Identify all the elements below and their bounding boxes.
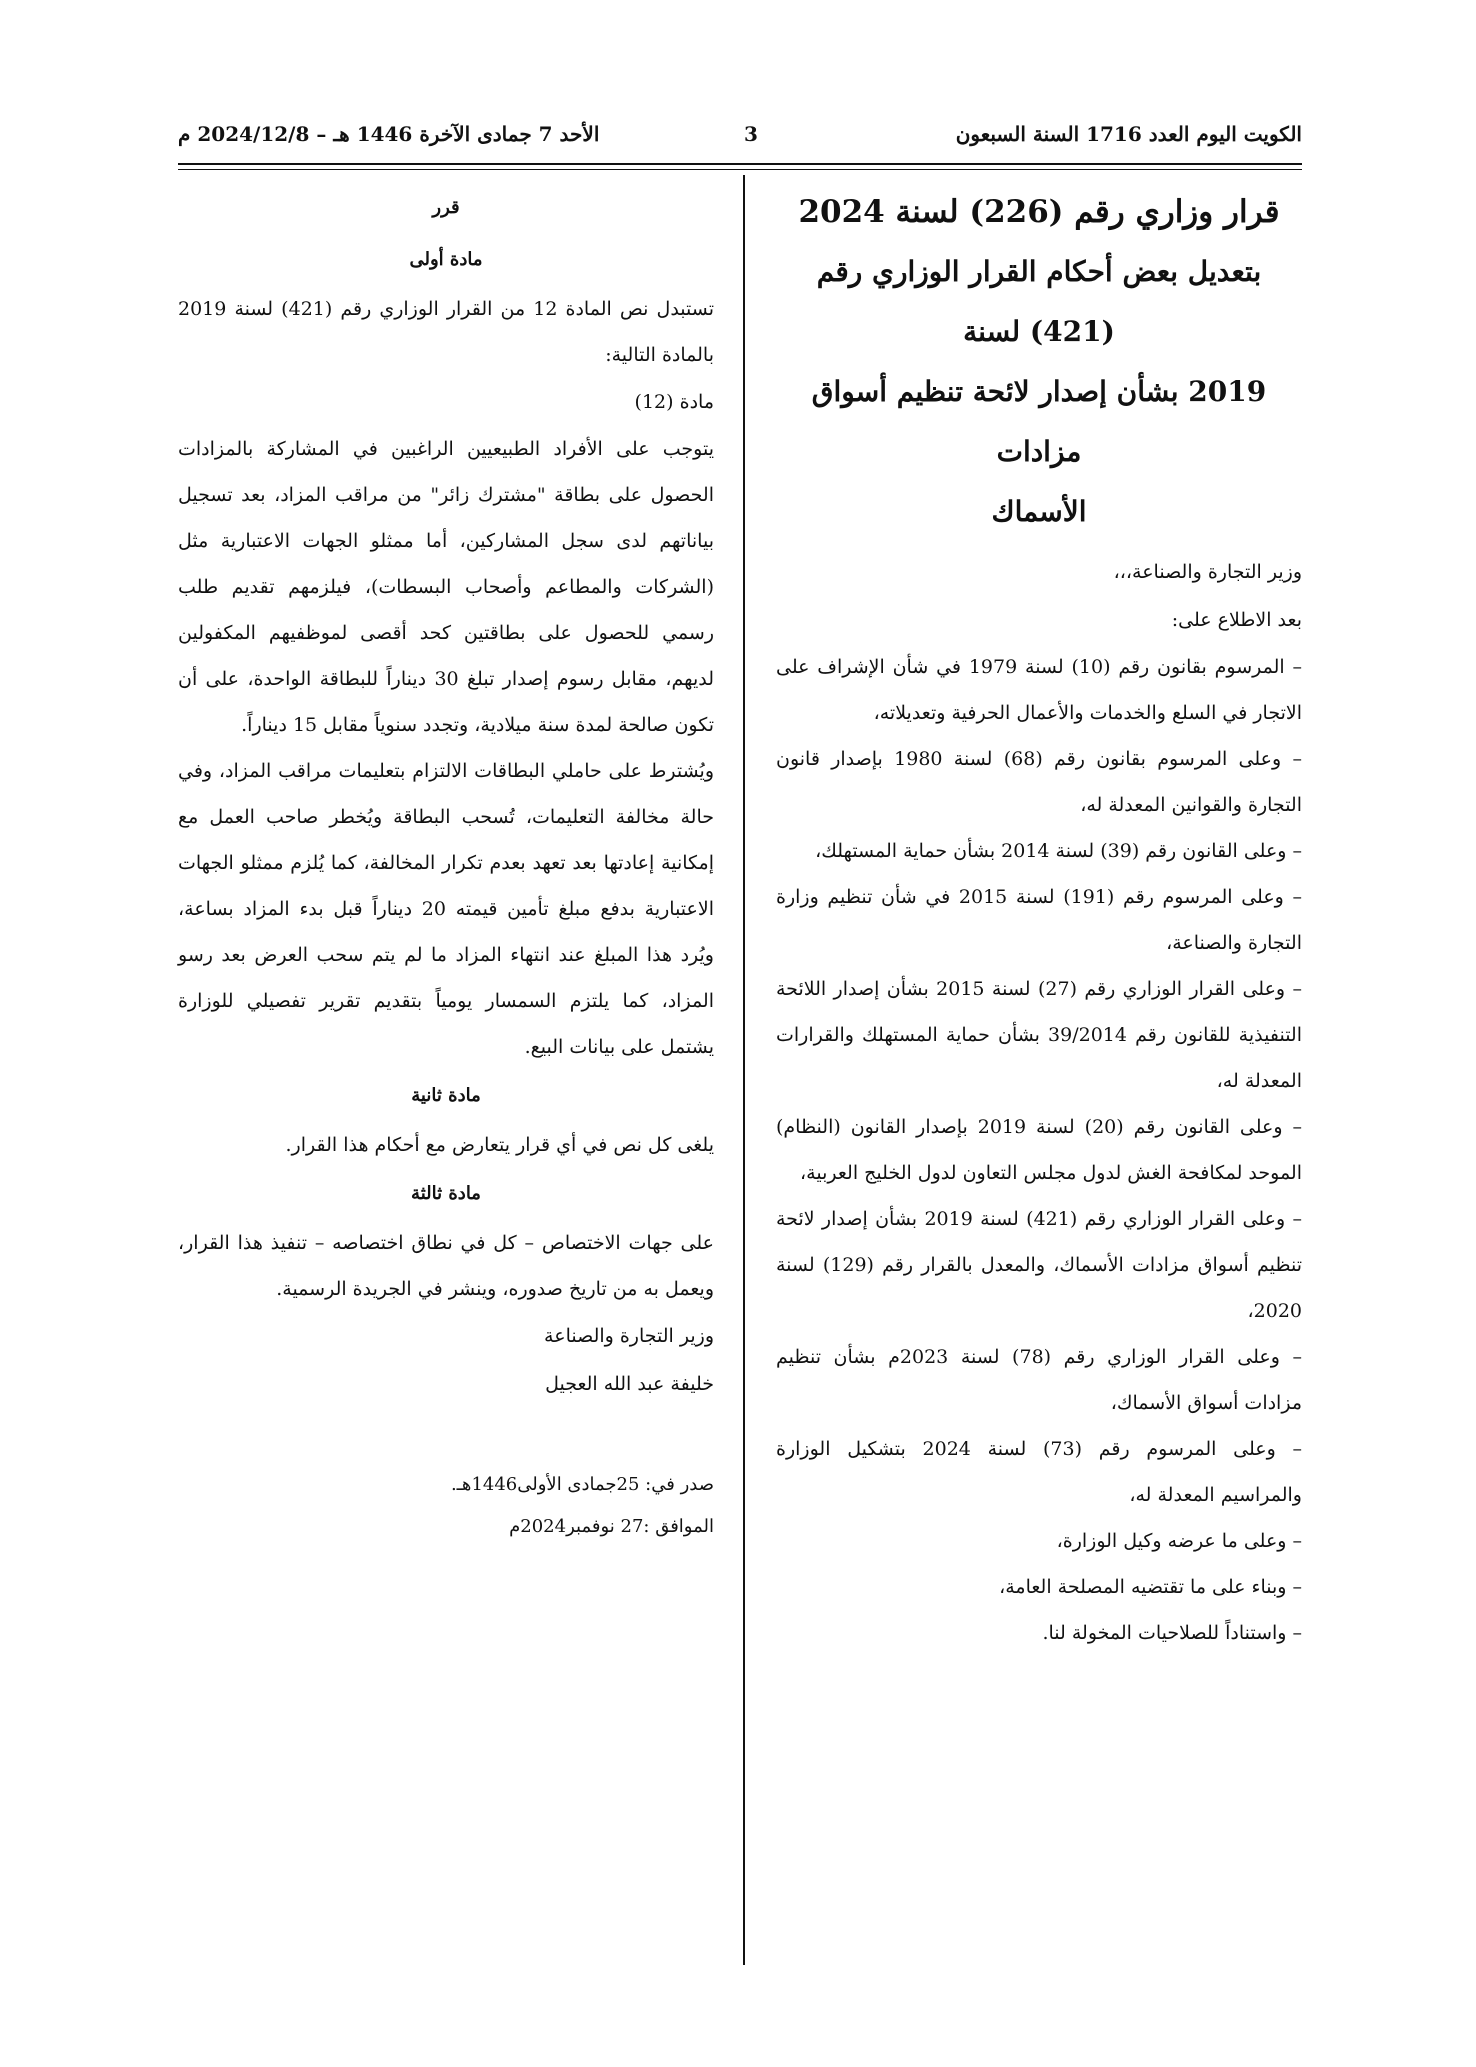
preamble-item: – وعلى ما عرضه وكيل الوزارة، xyxy=(1056,1530,1302,1552)
header-issue: الكويت اليوم العدد 1716 السنة السبعون xyxy=(955,122,1302,146)
preamble-item: – وعلى القرار الوزاري رقم (421) لسنة 2019 بشأن إصدار لائحة تنظيم أسواق مزادات الأسماك، والمعدل بالقرار رقم (129) لسنة 2020، xyxy=(776,1208,1303,1322)
article-3-text: على جهات الاختصاص – كل في نطاق اختصاصه – تنفيذ هذا القرار، ويعمل به من تاريخ صدوره، وينشر في الجريدة الرسمية. xyxy=(178,1232,714,1300)
minister-intro: وزير التجارة والصناعة،،، xyxy=(1113,561,1302,583)
preamble-item: – وعلى القرار الوزاري رقم (78) لسنة 2023م بشأن تنظيم مزادات أسواق الأسماك، xyxy=(776,1346,1303,1414)
article-2-text: يلغى كل نص في أي قرار يتعارض مع أحكام هذا القرار. xyxy=(285,1134,714,1156)
article-12-paragraph-1: يتوجب على الأفراد الطبيعيين الراغبين في المشاركة بالمزادات الحصول على بطاقة "مشترك زائر" من مراقب المزاد، بعد تسجيل بياناتهم لدى سجل المشاركين، أما ممثلو الجهات الاعتبارية مثل (الشركات والمطاعم وأصحاب البسطات)، فيلزمهم تقديم طلب رسمي للحصول على بطاقتين كحد أقصى لموظفيهم المكفولين لديهم، مقابل رسوم إصدار تبلغ 30 ديناراً للبطاقة الواحدة، على أن تكون صالحة لمدة سنة ميلادية، وتجدد سنوياً مقابل 15 ديناراً. xyxy=(178,438,714,736)
header-date: الأحد 7 جمادى الآخرة 1446 هـ – 2024/12/8 م xyxy=(178,122,600,146)
decision-subtitle-line-3: الأسماك xyxy=(991,495,1087,528)
preamble-item: – وعلى القانون رقم (39) لسنة 2014 بشأن حماية المستهلك، xyxy=(815,840,1302,862)
preamble-item: – وعلى المرسوم رقم (73) لسنة 2024 بتشكيل الوزارة والمراسيم المعدلة له، xyxy=(776,1438,1302,1506)
after-review-label: بعد الاطلاع على: xyxy=(1171,609,1302,631)
corresponding-date: الموافق :27 نوفمبر2024م xyxy=(509,1516,714,1537)
preamble-item: – واستناداً للصلاحيات المخولة لنا. xyxy=(1042,1622,1302,1644)
right-column xyxy=(776,182,1302,1656)
preamble-item: – المرسوم بقانون رقم (10) لسنة 1979 في شأن الإشراف على الاتجار في السلع والخدمات والأعمال الحرفية وتعديلاته، xyxy=(776,656,1302,724)
preamble-item: – وعلى المرسوم بقانون رقم (68) لسنة 1980 بإصدار قانون التجارة والقوانين المعدلة له، xyxy=(776,748,1302,816)
page-number: 3 xyxy=(744,122,758,146)
preamble-item: – وعلى القانون رقم (20) لسنة 2019 بإصدار القانون (النظام) الموحد لمكافحة الغش لدول مجلس التعاون لدول الخليج العربية، xyxy=(776,1116,1302,1184)
decision-subtitle-line-1: بتعديل بعض أحكام القرار الوزاري رقم (421) لسنة xyxy=(816,255,1262,348)
article-3-heading: مادة ثالثة xyxy=(411,1183,481,1204)
page-header xyxy=(178,122,1302,152)
article-2-heading: مادة ثانية xyxy=(411,1085,481,1106)
signature-title: وزير التجارة والصناعة xyxy=(544,1325,714,1347)
preamble-item: – وعلى المرسوم رقم (191) لسنة 2015 في شأن تنظيم وزارة التجارة والصناعة، xyxy=(776,886,1303,954)
article-12-heading: مادة (12) xyxy=(634,391,714,413)
article-12-paragraph-2: ويُشترط على حاملي البطاقات الالتزام بتعليمات مراقب المزاد، وفي حالة مخالفة التعليمات، تُسحب البطاقة ويُخطر صاحب العمل مع إمكانية إعادتها بعد تعهد بعدم تكرار المخالفة، كما يُلزم ممثلو الجهات الاعتبارية بدفع مبلغ تأمين قيمته 20 ديناراً قبل بدء المزاد بساعة، ويُرد هذا المبلغ عند انتهاء المزاد ما لم يتم سحب العرض بعد رسو المزاد، كما يلتزم السمسار يومياً بتقديم تقرير تفصيلي للوزارة يشتمل على بيانات البيع. xyxy=(178,760,714,1058)
header-rule-thin xyxy=(178,169,1302,170)
article-1-heading: مادة أولى xyxy=(409,249,483,270)
decision-title: قرار وزاري رقم (226) لسنة 2024 xyxy=(798,194,1280,230)
article-1-text: تستبدل نص المادة 12 من القرار الوزاري رقم (421) لسنة 2019 بالمادة التالية: xyxy=(178,298,714,366)
signature-name: خليفة عبد الله العجيل xyxy=(545,1373,714,1395)
left-column xyxy=(178,182,714,1548)
decision-subtitle-line-2: 2019 بشأن إصدار لائحة تنظيم أسواق مزادات xyxy=(811,375,1267,468)
issued-date: صدر في: 25جمادى الأولى1446هـ. xyxy=(450,1474,714,1495)
decided-heading: قرر xyxy=(432,197,460,218)
header-rule-thick xyxy=(178,163,1302,165)
column-divider xyxy=(743,175,745,1965)
preamble-item: – وعلى القرار الوزاري رقم (27) لسنة 2015 بشأن إصدار اللائحة التنفيذية للقانون رقم 39/2014 بشأن حماية المستهلك والقرارات المعدلة له، xyxy=(776,978,1303,1092)
preamble-item: – وبناء على ما تقتضيه المصلحة العامة، xyxy=(999,1576,1302,1598)
